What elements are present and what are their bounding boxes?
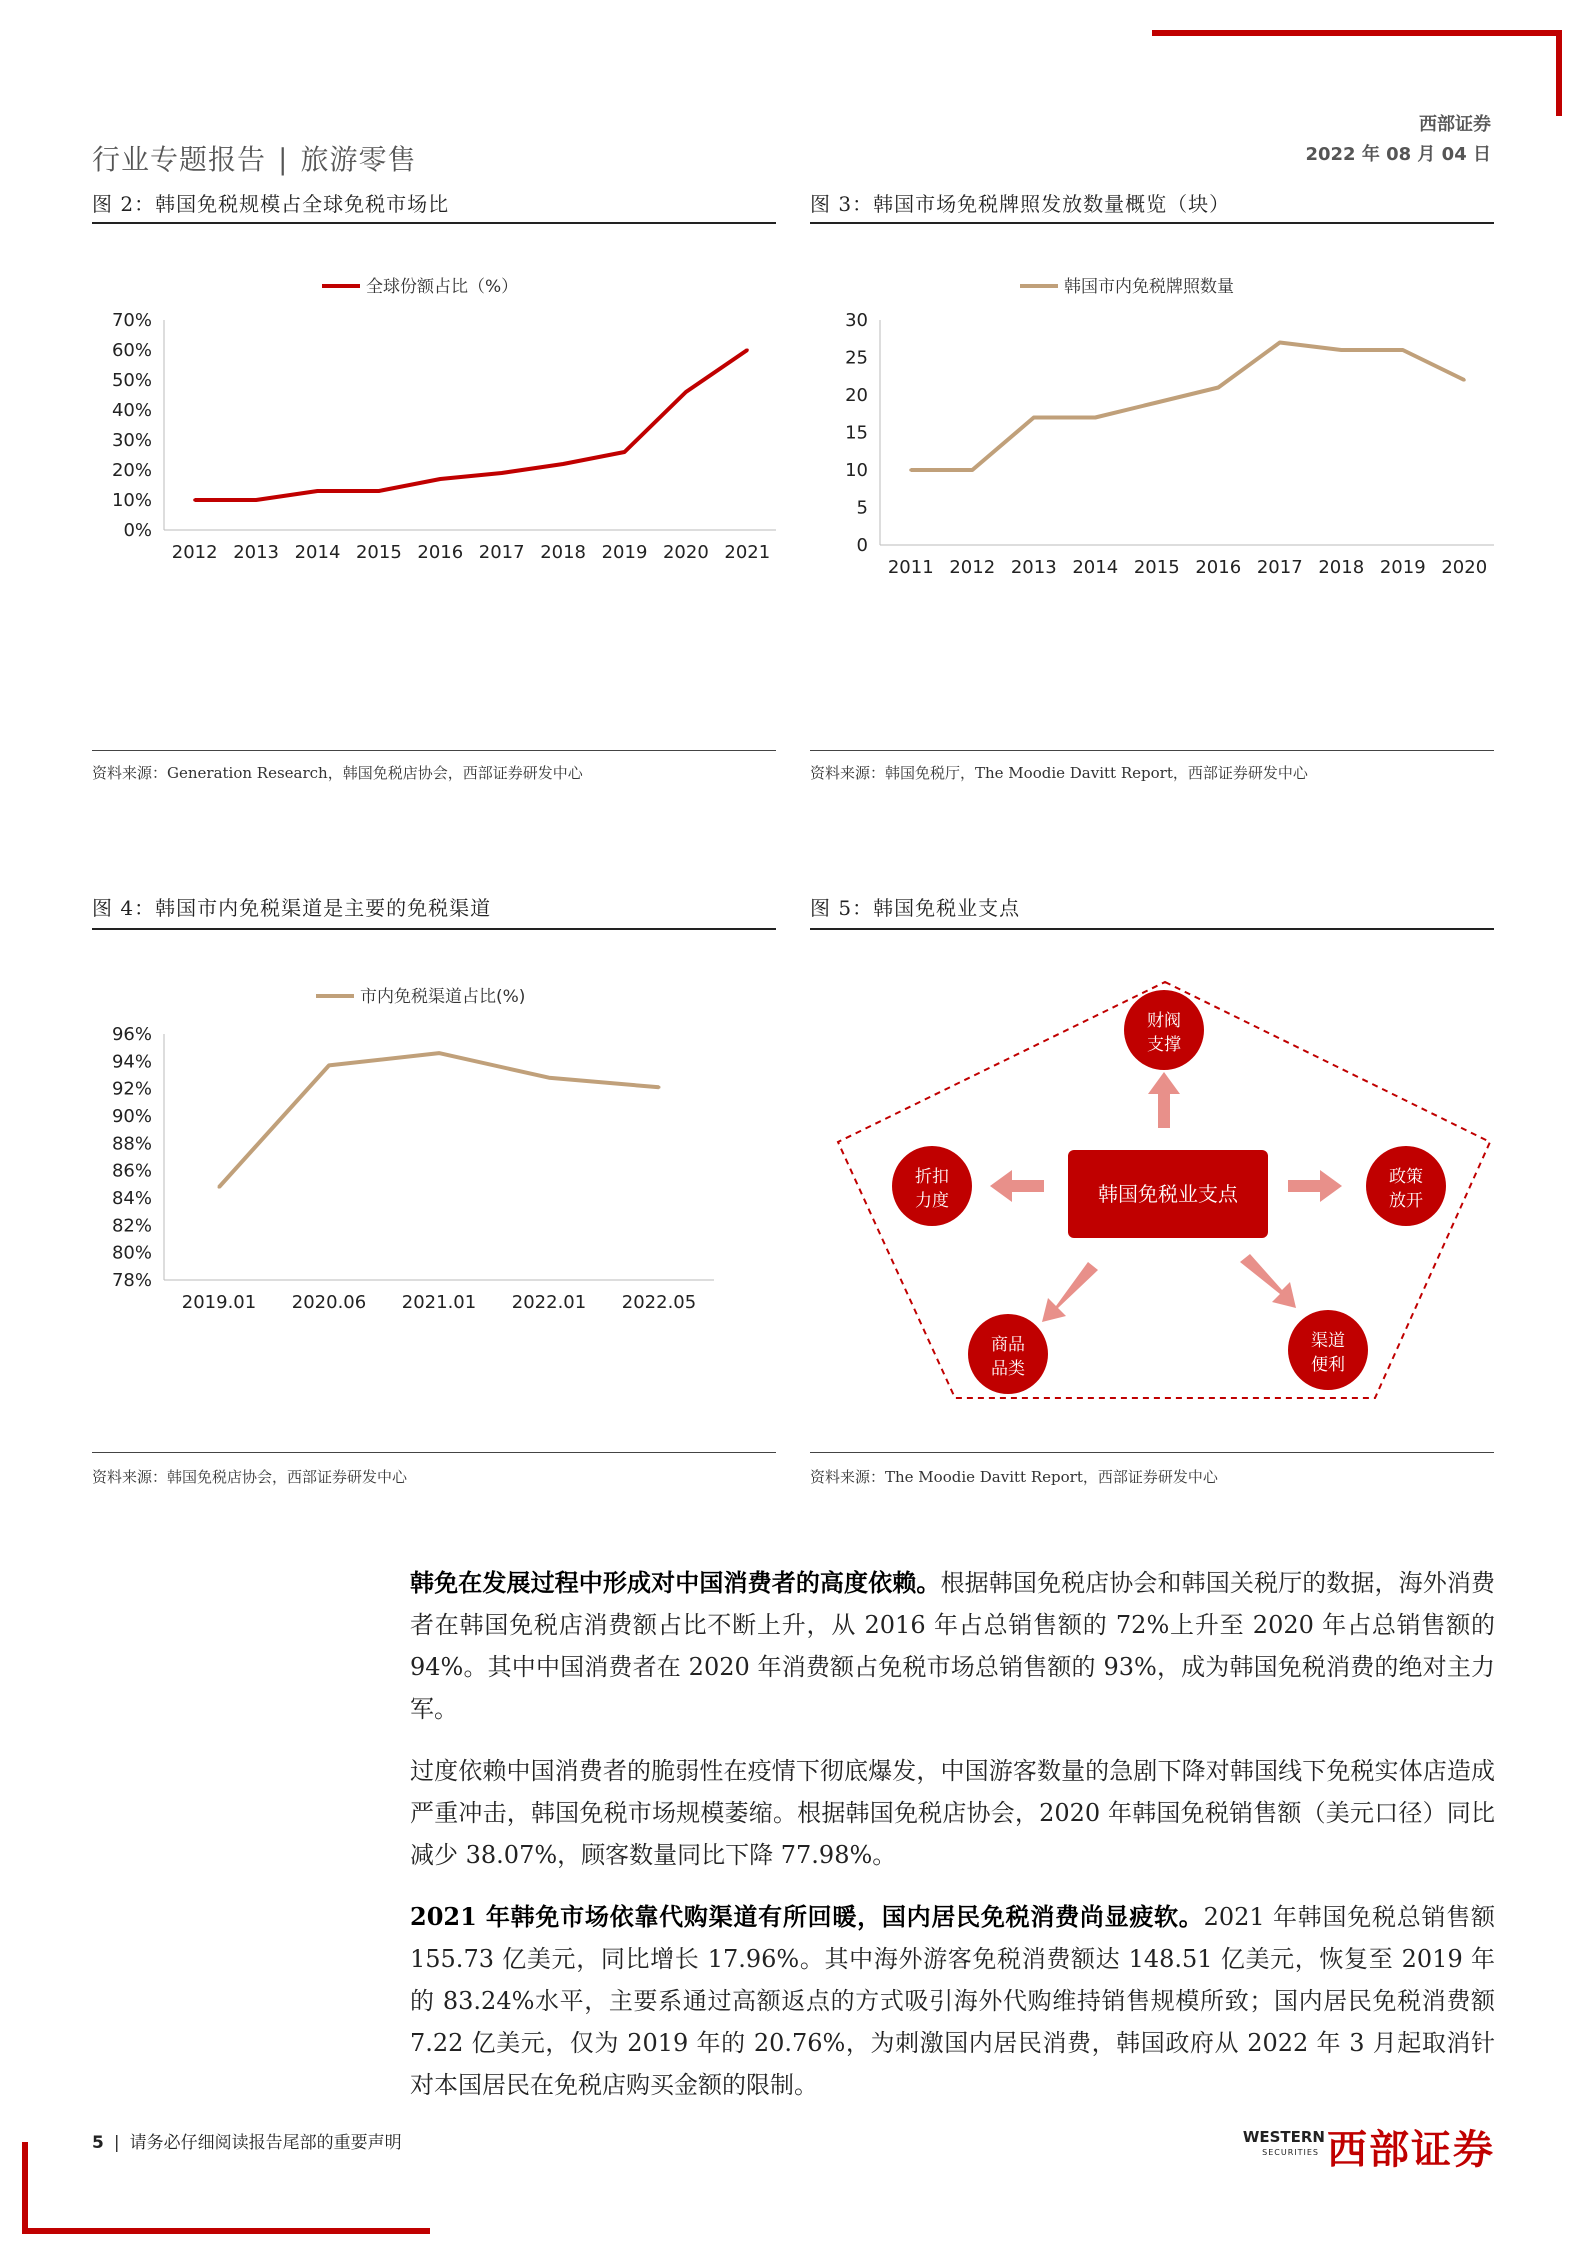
fig2-xtick-label: 2016: [417, 542, 464, 563]
body-text: [410, 1562, 1495, 2126]
fig3-ytick-label: 25: [845, 347, 868, 369]
node-bottom-right-line2: 便利: [1311, 1355, 1345, 1375]
fig4-source: 资料来源：韩国免税店协会，西部证券研发中心: [92, 1468, 408, 1486]
fig3-data-point: [1340, 349, 1343, 352]
fig3-bottom-rule: [810, 750, 1494, 751]
report-date: 2022 年 08 月 04 日: [1305, 144, 1491, 165]
arrow-right-head: [1320, 1170, 1342, 1202]
footer-notice: [92, 2128, 402, 2153]
center-label: 韩国免税业支点: [1098, 1182, 1238, 1206]
arrow-up-shaft: [1158, 1092, 1170, 1128]
fig4-data-point: [658, 1086, 661, 1089]
fig2-xtick-label: 2013: [233, 542, 280, 563]
fig5-diagram: [810, 930, 1494, 1440]
fig2-data-point: [746, 349, 749, 352]
arrow-down-left: [1042, 1262, 1098, 1322]
report-type: 行业专题报告: [92, 143, 267, 176]
fig2-title: 图 2：韩国免税规模占全球免税市场比: [92, 192, 450, 216]
paragraph-3: [410, 1896, 1495, 2106]
brand-logo-en-sub: SECURITIES: [1262, 2148, 1319, 2157]
fig4-ytick-label: 92%: [111, 1078, 152, 1100]
fig2-data-point: [684, 391, 687, 394]
fig2-xtick-label: 2019: [601, 542, 648, 563]
fig4-data-point: [328, 1064, 331, 1067]
fig2-ytick-label: 0%: [123, 520, 152, 541]
brand-logo-en: WESTERN: [1242, 2128, 1325, 2146]
fig3-xtick-label: 2015: [1133, 557, 1180, 578]
fig2-data-point: [193, 499, 196, 502]
fig2-legend-label: 全球份额占比（%）: [366, 277, 519, 297]
fig3-xtick-label: 2011: [887, 557, 934, 578]
paragraph-1-text: 根据韩国免税店协会和韩国关税厅的数据，海外消费者在韩国免税店消费额占比不断上升，从 2016 年占总销售额的 72%上升至 2020 年占总销售额的 94%。其中中国消费者在 2020 年消费额占免税市场总销售额的 93%，成为韩国免税消费的绝对主力军。: [410, 1569, 1495, 1723]
fig2-chart: [92, 224, 776, 744]
fig3-title: 图 3：韩国市场免税牌照发放数量概览（块）: [810, 192, 1231, 216]
fig4-bottom-rule: [92, 1452, 776, 1453]
fig4-ytick-label: 86%: [111, 1160, 152, 1182]
fig3-xtick-label: 2017: [1256, 557, 1303, 578]
fig2-ytick-label: 10%: [111, 490, 152, 511]
node-left-line2: 力度: [915, 1191, 949, 1211]
fig2-ytick-label: 50%: [111, 370, 152, 391]
header-separator: |: [278, 143, 289, 176]
fig3-ytick-label: 20: [845, 385, 868, 406]
fig3-data-point: [1032, 416, 1035, 419]
fig3-data-point: [1094, 416, 1097, 419]
header-right: [1305, 110, 1491, 170]
brand-logo-cn: 西部证券: [1327, 2127, 1495, 2173]
fig3-data-point: [1217, 386, 1220, 389]
bottom-red-line: [22, 2228, 430, 2234]
fig2-xtick-label: 2015: [355, 542, 402, 563]
fig2-ytick-label: 70%: [111, 310, 152, 331]
fig3-chart: [810, 224, 1494, 744]
fig2-xtick-label: 2012: [171, 542, 218, 563]
fig4-data-point: [548, 1076, 551, 1079]
arrow-down-right: [1240, 1254, 1296, 1308]
fig4-xtick-label: 2022.01: [511, 1292, 587, 1313]
fig5-title: 图 5：韩国免税业支点: [810, 896, 1021, 920]
footer-notice-text: 请务必仔细阅读报告尾部的重要声明: [129, 2133, 402, 2153]
fig4-chart: [92, 930, 776, 1440]
fig3-data-point: [909, 469, 912, 472]
fig4-ytick-label: 90%: [111, 1106, 152, 1127]
fig2-data-point: [377, 490, 380, 493]
arrow-left-head: [990, 1170, 1012, 1202]
paragraph-1-lead: 韩免在发展过程中形成对中国消费者的高度依赖。: [410, 1568, 941, 1597]
fig2-xtick-label: 2014: [294, 542, 341, 563]
report-header: [92, 138, 416, 178]
fig2-series-line: [195, 350, 748, 500]
fig2-data-point: [255, 499, 258, 502]
footer-separator: |: [113, 2133, 120, 2153]
fig3-legend-label: 韩国市内免税牌照数量: [1064, 277, 1234, 297]
fig3-ytick-label: 15: [845, 422, 868, 444]
fig2-xtick-label: 2020: [662, 542, 709, 563]
fig2-data-point: [439, 478, 442, 481]
fig3-xtick-label: 2018: [1318, 557, 1365, 578]
fig2-data-point: [316, 490, 319, 493]
fig2-data-point: [500, 472, 503, 475]
fig4-ytick-label: 84%: [111, 1188, 152, 1209]
fig2-xtick-label: 2021: [724, 542, 771, 563]
fig4-data-point: [438, 1052, 441, 1055]
fig3-source: 资料来源：韩国免税厅，The Moodie Davitt Report，西部证券研发中心: [810, 764, 1308, 782]
node-bottom-left-line2: 品类: [991, 1359, 1025, 1379]
fig4-xtick-label: 2021.01: [401, 1292, 477, 1313]
fig2-xtick-label: 2017: [478, 542, 525, 563]
paragraph-1: [410, 1562, 1495, 1730]
fig3-series-line: [911, 343, 1465, 471]
fig4-xtick-label: 2019.01: [181, 1292, 257, 1313]
fig2-bottom-rule: [92, 750, 776, 751]
node-top-line2: 支撑: [1147, 1035, 1181, 1055]
paragraph-3-lead: 2021 年韩免市场依靠代购渠道有所回暖，国内居民免税消费尚显疲软。: [410, 1902, 1204, 1931]
fig4-ytick-label: 80%: [111, 1242, 152, 1264]
fig2-ytick-label: 20%: [111, 460, 152, 481]
fig3-ytick-label: 0: [856, 535, 868, 556]
fig2-ytick-label: 30%: [111, 430, 152, 451]
fig5-source: 资料来源：The Moodie Davitt Report，西部证券研发中心: [810, 1468, 1218, 1486]
arrow-right-shaft: [1288, 1180, 1322, 1192]
fig4-data-point: [218, 1186, 221, 1189]
fig4-ytick-label: 82%: [111, 1215, 152, 1237]
fig3-data-point: [1155, 401, 1158, 404]
node-right-line2: 放开: [1389, 1191, 1423, 1211]
fig4-ytick-label: 78%: [111, 1270, 152, 1291]
fig4-xtick-label: 2020.06: [291, 1292, 367, 1313]
node-left-line1: 折扣: [915, 1167, 949, 1187]
fig4-title: 图 4：韩国市内免税渠道是主要的免税渠道: [92, 896, 492, 920]
arrow-up-head: [1148, 1072, 1180, 1094]
node-top-line1: 财阀: [1147, 1011, 1181, 1031]
fig5-bottom-rule: [810, 1452, 1494, 1453]
fig3-xtick-label: 2013: [1010, 557, 1057, 578]
fig3-data-point: [1463, 379, 1466, 382]
fig2-data-point: [623, 451, 626, 454]
fig3-xtick-label: 2014: [1072, 557, 1119, 578]
company-name: 西部证券: [1419, 114, 1491, 135]
fig3-xtick-label: 2012: [949, 557, 996, 578]
fig2-ytick-label: 40%: [111, 400, 152, 421]
fig4-legend-label: 市内免税渠道占比(%): [360, 987, 526, 1007]
paragraph-2: 过度依赖中国消费者的脆弱性在疫情下彻底爆发，中国游客数量的急剧下降对韩国线下免税实体店造成严重冲击，韩国免税市场规模萎缩。根据韩国免税店协会，2020 年韩国免税销售额（美元口径）同比减少 38.07%，顾客数量同比下降 77.98%。: [410, 1757, 1495, 1869]
fig4-series-line: [219, 1053, 659, 1187]
fig3-data-point: [1401, 349, 1404, 352]
paragraph-3-text: 2021 年韩国免税总销售额 155.73 亿美元，同比增长 17.96%。其中海外游客免税消费额达 148.51 亿美元，恢复至 2019 年的 83.24%水平，主要系通过高额返点的方式吸引海外代购维持销售规模所致；国内居民免税消费额 7.22 亿美元，仅为 2019 年的 20.76%，为刺激国内居民消费，韩国政府从 2022 年 3 月起取消针对本国居民在免税店购买金额的限制。: [410, 1903, 1495, 2099]
fig3-xtick-label: 2019: [1379, 557, 1426, 578]
fig3-data-point: [1278, 341, 1281, 344]
fig2-ytick-label: 60%: [111, 340, 152, 361]
fig2-xtick-label: 2018: [540, 542, 587, 563]
fig2-source: 资料来源：Generation Research，韩国免税店协会，西部证券研发中心: [92, 764, 583, 782]
node-bottom-left-line1: 商品: [991, 1335, 1025, 1355]
fig3-data-point: [971, 469, 974, 472]
fig3-ytick-label: 30: [845, 310, 868, 331]
fig4-ytick-label: 96%: [111, 1024, 152, 1045]
arrow-left-shaft: [1010, 1180, 1044, 1192]
fig4-xtick-label: 2022.05: [621, 1292, 697, 1313]
fig3-xtick-label: 2016: [1195, 557, 1242, 578]
page-number: 5: [92, 2133, 104, 2153]
top-red-line: [1152, 30, 1562, 36]
fig3-xtick-label: 2020: [1441, 557, 1488, 578]
node-bottom-right-line1: 渠道: [1311, 1331, 1345, 1351]
fig4-ytick-label: 94%: [111, 1051, 152, 1073]
fig2-data-point: [562, 463, 565, 466]
fig4-ytick-label: 88%: [111, 1133, 152, 1155]
fig3-ytick-label: 5: [856, 497, 868, 519]
node-right-line1: 政策: [1389, 1167, 1423, 1187]
top-red-line-vertical: [1556, 30, 1562, 116]
fig3-ytick-label: 10: [845, 460, 868, 481]
industry-name: 旅游零售: [300, 143, 417, 176]
bottom-red-line-vertical: [22, 2142, 28, 2234]
